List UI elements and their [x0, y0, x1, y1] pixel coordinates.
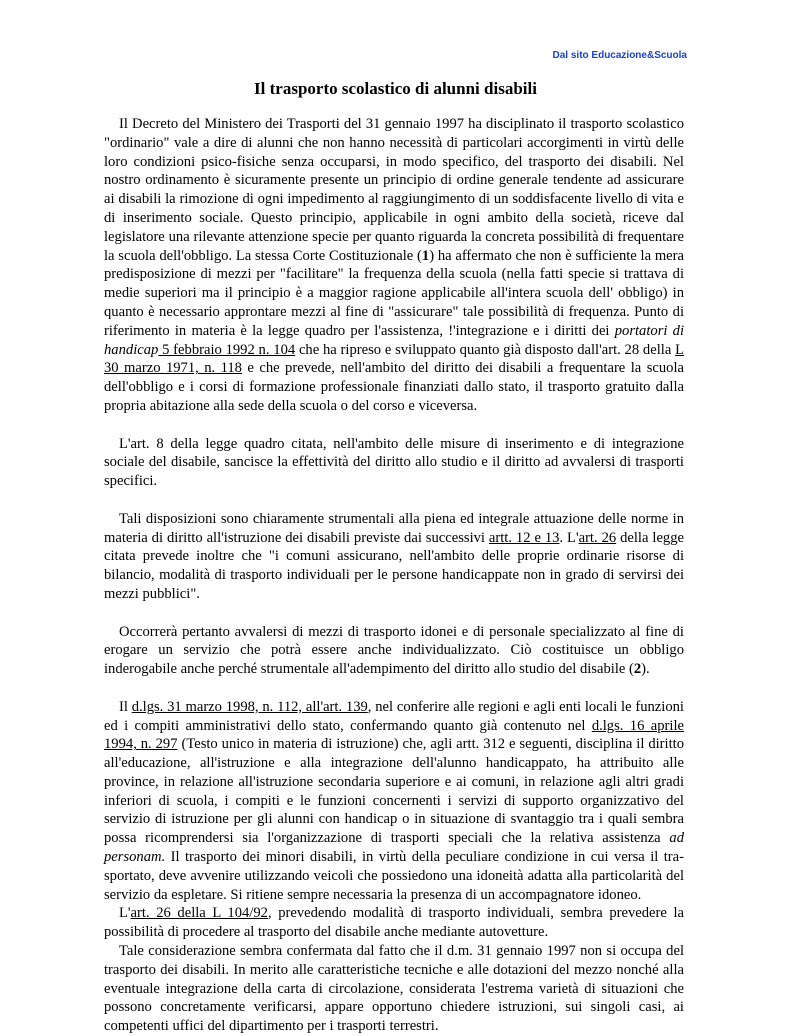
- italic-text: ad personam.: [104, 830, 684, 866]
- page-title: Il trasporto scolastico di alunni disabili: [254, 79, 537, 98]
- law-link-art-26[interactable]: art. 26: [578, 529, 617, 546]
- law-link-dlgs-112-1998[interactable]: d.lgs. 31 marzo 1998, n. 112, all'art. 139: [131, 698, 368, 715]
- law-link-118-1971[interactable]: L 30 marzo 1971, n. 118: [104, 341, 684, 377]
- law-link-dlgs-297-1994[interactable]: d.lgs. 16 aprile 1994, n. 297: [104, 717, 684, 753]
- paragraph-1: Il Decreto del Ministero dei Trasporti del 31 gennaio 1997 ha disciplinato il trasporto scolastico "ordinario" vale a dire di alunni che non hanno necessità di particolari accorgimenti in virtù delle loro condizioni psico-fisiche senza occuparsi, in modo specifico, del trasporto dei disabili. Nel nostro ordinamento è sicuramente presente un principio di ordine generale tendente ad assicurare ai disabili la rimozione di ogni impedimento al raggiungimento di un soddisfacente livello di vita e di inserimento sociale. Questo principio, applicabile in ogni ambito della società, riceve dal legislatore una rilevante attenzione specie per quanto riguarda la concreta possibilità di frequentare la scuola dell'obbligo. La stessa Corte Costituzionale (1) ha affermato che non è sufficiente la mera predisposizione di mezzi per "facilitare" la frequenza della scuola (nella fatti specie si trattava di medie superiori ma il principio è a maggior ragione applicabile all'intera scuola dell' obbligo) in quanto è necessario approntare mezzi al fine di "assicurare" tale possibilità di frequenza. Punto di riferimento in materia è la legge quadro per l'assistenza, !'integrazione e i diritti dei portatori di handicap 5 febbraio 1992 n. 104 che ha ripreso e sviluppato quanto già disposto dall'art. 28 della L 30 marzo 1971, n. 118 e che prevede, nell'ambito del diritto dei disabili a frequentare la scuola dell'obbligo e i corsi di formazione professionale finanziati dallo stato, il trasporto gratuito dalla propria abitazione alla sede della scuola o del corso e viceversa.: [104, 116, 685, 414]
- paragraph-2: L'art. 8 della legge quadro citata, nell'ambito delle misure di inserimento e di integrazione sociale del disabile, sancisce la effettività del diritto allo studio e il diritto ad avvalersi di trasporti specifici.: [104, 435, 684, 490]
- law-link-artt-12-13[interactable]: artt. 12 e 13: [488, 529, 560, 546]
- document-body: [104, 115, 684, 1036]
- footnote-ref-1[interactable]: 1: [421, 247, 430, 264]
- paragraph-4: Occorrerà pertanto avvalersi di mezzi di trasporto idonei e di personale specializzato al fine di erogare un servizio che potrà essere anche individualizzato. Ciò costituisce un obbligo inderogabile anche perché strumentale all'adempimento del diritto allo studio del disabile (2).: [104, 623, 684, 678]
- italic-text: portatori di handicap: [104, 322, 685, 358]
- footnote-ref-2[interactable]: 2: [633, 661, 642, 678]
- paragraph-7: Tale considerazione sembra confermata dal fatto che il d.m. 31 gennaio 1997 non si occupa del trasporto dei disabili. In merito alle caratteristiche tecniche e alle dotazioni del mezzo nonché alla eventuale integrazione della carta di circolazione, considerata l'estrema varietà di situazioni che possono concretamente verificarsi, appare opportuno chiedere istruzioni, sui singoli casi, ai competenti uffici del dipartimento per i trasporti terrestri.: [104, 943, 684, 1035]
- paragraph-3: Tali disposizioni sono chiaramente strumentali alla piena ed integrale attuazione delle norme in materia di diritto all'istruzione dei disabili previste dai successivi artt. 12 e 13. L'art. 26 della legge citata prevede inoltre che "i comuni assicurano, nell'ambito delle proprie ordinarie risorse di bilancio, modalità di trasporto individuali per le persone handicappate non in grado di servirsi dei mezzi pubblici".: [104, 510, 684, 602]
- paragraph-6: L'art. 26 della L 104/92, prevedendo modalità di trasporto individuali, sembra prevedere la possibilità di procedere al trasporto del disabile anche mediante autovetture.: [104, 905, 684, 941]
- law-link-art-26-l-104-92[interactable]: art. 26 della L 104/92: [130, 905, 268, 922]
- site-label: Dal sito Educazione&Scuola: [552, 50, 687, 61]
- law-link-104-1992[interactable]: 5 febbraio 1992 n. 104: [158, 341, 296, 358]
- paragraph-5: Il d.lgs. 31 marzo 1998, n. 112, all'art. 139, nel conferire alle regioni e agli enti locali le funzioni ed i compiti amministrativi dello stato, confermando quanto già contenuto nel d.lgs. 16 aprile 1994, n. 297 (Testo unico in materia di istruzione) che, agli artt. 312 e seguenti, disciplina il diritto all'educazione, all'istruzione e alla integrazione dell'alunno handicappato, ha attribuito alle province, in relazione all'istruzione secondaria superiore e ai comuni, in relazione agli altri gradi inferiori di scuola, i compiti e le funzioni concernenti i servizi di supporto organizzativo del servizio di istruzione per gli alunni con handicap o in situazione di svantaggio tra i quali sembra possa ricomprendersi sia l'organizzazione di trasporti speciali che la relativa assistenza ad personam. Il trasporto dei minori disabili, in virtù della peculiare condizione in cui versa il tra-sportato, deve avvenire utilizzando veicoli che possiedono una idoneità adatta alla particolarità del servizio da espletare. Si ritiene sempre necessaria la presenza di un accompagnatore idoneo.: [104, 698, 684, 903]
